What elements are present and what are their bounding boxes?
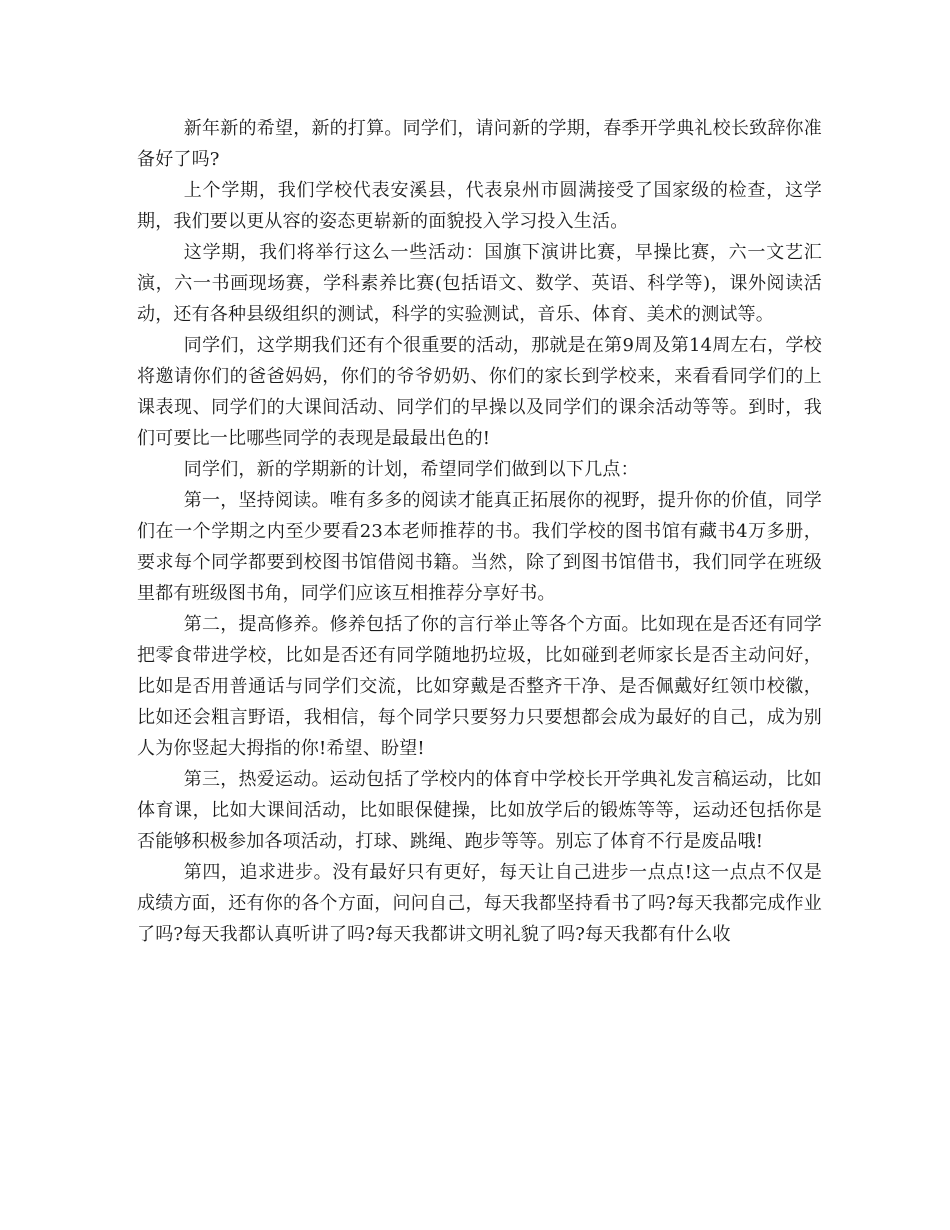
- paragraph: 同学们，这学期我们还有个很重要的活动，那就是在第9周及第14周左右，学校将邀请你们的爸爸妈妈，你们的爷爷奶奶、你们的家长到学校来，来看看同学们的上课表现、同学们的大课间活动、同学们的早操以及同学们的课余活动等等。到时，我们可要比一比哪些同学的表现是最最出色的!: [137, 335, 822, 449]
- paragraph: 这学期，我们将举行这么一些活动：国旗下演讲比赛，早操比赛，六一文艺汇演，六一书画现场赛，学科素养比赛(包括语文、数学、英语、科学等)，课外阅读活动，还有各种县级组织的测试，科学的实验测试，音乐、体育、美术的测试等。: [137, 242, 822, 325]
- paragraph: 上个学期，我们学校代表安溪县，代表泉州市圆满接受了国家级的检查，这学期，我们要以更从容的姿态更崭新的面貌投入学习投入生活。: [137, 180, 822, 232]
- document-body: [137, 113, 822, 950]
- paragraph: 第四，追求进步。没有最好只有更好，每天让自己进步一点点!这一点点不仅是成绩方面，还有你的各个方面，问问自己，每天我都坚持看书了吗?每天我都完成作业了吗?每天我都认真听讲了吗?每天我都讲文明礼貌了吗?每天我都有什么收: [137, 862, 822, 945]
- paragraph: 新年新的希望，新的打算。同学们，请问新的学期，春季开学典礼校长致辞你准备好了吗?: [137, 118, 822, 170]
- paragraph: 同学们，新的学期新的计划，希望同学们做到以下几点：: [183, 459, 639, 480]
- paragraph: 第三，热爱运动。运动包括了学校内的体育中学校长开学典礼发言稿运动，比如体育课，比如大课间活动，比如眼保健操，比如放学后的锻炼等等，运动还包括你是否能够积极参加各项活动，打球、跳绳、跑步等等。别忘了体育不行是废品哦!: [137, 769, 822, 852]
- paragraph: 第一，坚持阅读。唯有多多的阅读才能真正拓展你的视野，提升你的价值，同学们在一个学期之内至少要看23本老师推荐的书。我们学校的图书馆有藏书4万多册，要求每个同学都要到校图书馆借阅书籍。当然，除了到图书馆借书，我们同学在班级里都有班级图书角，同学们应该互相推荐分享好书。: [137, 490, 822, 604]
- paragraph: 第二，提高修养。修养包括了你的言行举止等各个方面。比如现在是否还有同学把零食带进学校，比如是否还有同学随地扔垃圾，比如碰到老师家长是否主动问好，比如是否用普通话与同学们交流，比如穿戴是否整齐干净、是否佩戴好红领巾校徽，比如还会粗言野语，我相信，每个同学只要努力只要想都会成为最好的自己，成为别人为你竖起大拇指的你!希望、盼望!: [137, 614, 822, 759]
